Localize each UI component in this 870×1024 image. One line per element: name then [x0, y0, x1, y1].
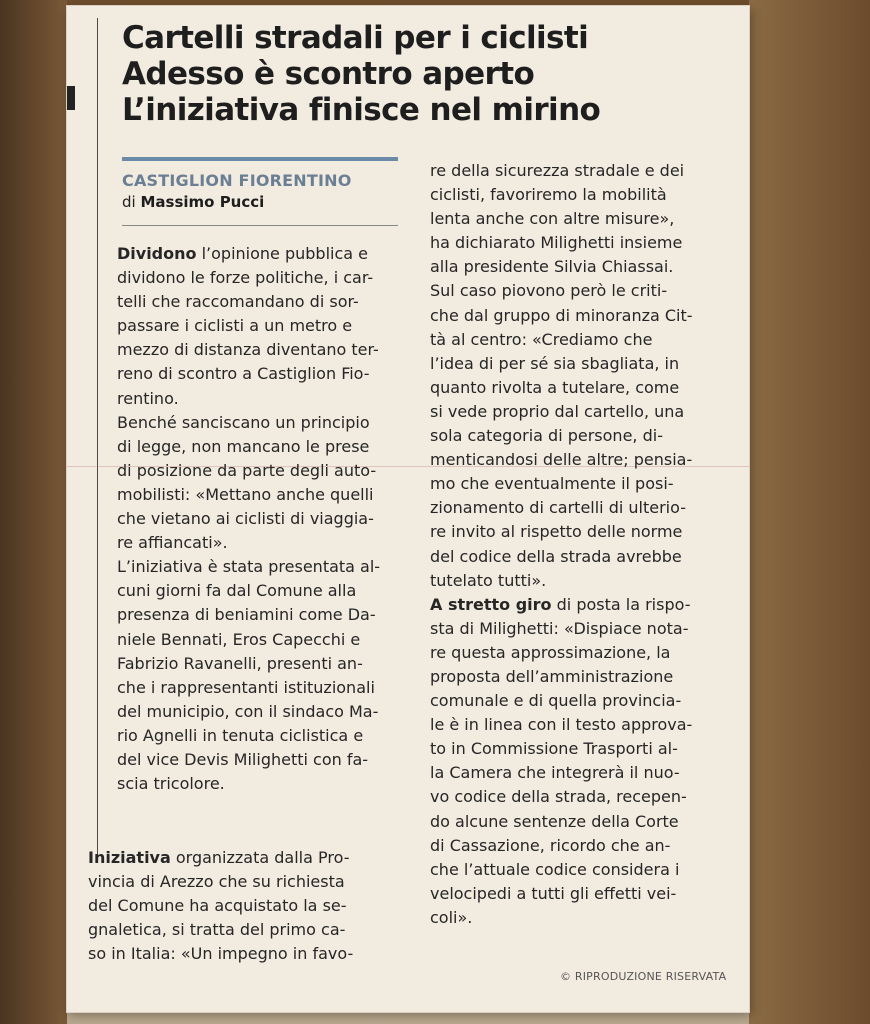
- text-line: [430, 641, 733, 665]
- headline: [122, 20, 742, 128]
- line-text: di Cassazione, ricordo che an-: [430, 835, 671, 855]
- line-text: sola categoria di persone, di-: [430, 426, 663, 446]
- text-line: [117, 435, 399, 459]
- text-line: [117, 700, 399, 724]
- text-line: [430, 472, 733, 496]
- text-line: [430, 737, 733, 761]
- line-text: del Comune ha acquistato la se-: [88, 896, 347, 916]
- line-text: di posizione da parte degli auto-: [117, 460, 377, 480]
- text-line: [430, 159, 733, 183]
- text-line: [430, 424, 733, 448]
- text-line: [430, 858, 733, 882]
- text-line: [430, 665, 733, 689]
- photo-background-right: [749, 0, 870, 1024]
- text-line: [430, 183, 733, 207]
- text-line: [430, 231, 733, 255]
- text-line: [430, 520, 733, 544]
- copyright-notice: © RIPRODUZIONE RISERVATA: [560, 970, 727, 983]
- paragraph-lead: A stretto giro: [430, 594, 552, 614]
- author-name: Massimo Pucci: [140, 193, 265, 211]
- line-text: re affiancati».: [117, 533, 228, 553]
- line-text: vincia di Arezzo che su richiesta: [88, 872, 345, 892]
- text-line: [88, 894, 399, 918]
- line-text: l’opinione pubblica e: [196, 244, 368, 263]
- text-line: [430, 834, 733, 858]
- line-text: le è in linea con il testo approva-: [430, 715, 693, 735]
- line-text: la Camera che integrerà il nuo-: [430, 763, 680, 783]
- text-line: [117, 628, 399, 652]
- line-text: dividono le forze politiche, i car-: [117, 268, 374, 288]
- line-text: Fabrizio Ravanelli, presenti an-: [117, 653, 363, 673]
- author-line: [122, 193, 412, 211]
- text-line: [430, 882, 733, 906]
- text-line: [117, 676, 399, 700]
- line-text: gnaletica, si tratta del primo ca-: [88, 920, 346, 940]
- line-text: comunale e di quella provincia-: [430, 691, 682, 711]
- text-line: [117, 387, 399, 411]
- text-line: [430, 376, 733, 400]
- line-text: si vede proprio dal cartello, una: [430, 401, 685, 421]
- line-text: mo che eventualmente il posi-: [430, 474, 674, 494]
- line-text: del codice della strada avrebbe: [430, 546, 682, 566]
- text-line: [430, 761, 733, 785]
- text-line: [117, 459, 399, 483]
- line-text: ha dichiarato Milighetti insieme: [430, 233, 683, 253]
- line-text: zionamento di cartelli di ulterio-: [430, 498, 686, 518]
- line-text: del vice Devis Milighetti con fa-: [117, 749, 369, 769]
- text-line: [430, 593, 733, 617]
- line-text: alla presidente Silvia Chiassai.: [430, 257, 674, 277]
- line-text: Benché sanciscano un principio: [117, 412, 370, 432]
- text-line: [430, 906, 733, 930]
- text-line: [117, 483, 399, 507]
- text-line: [430, 496, 733, 520]
- line-text: organizzata dalla Pro-: [170, 848, 350, 867]
- text-line: [117, 724, 399, 748]
- text-line: [117, 579, 399, 603]
- line-text: ciclisti, favoriremo la mobilità: [430, 185, 667, 205]
- text-line: [88, 846, 399, 870]
- text-line: [430, 448, 733, 472]
- line-text: del municipio, con il sindaco Ma-: [117, 701, 379, 721]
- text-line: [430, 569, 733, 593]
- text-line: [430, 617, 733, 641]
- line-text: che i rappresentanti istituzionali: [117, 677, 375, 697]
- text-line: [117, 411, 399, 435]
- article-column-2: [430, 159, 733, 930]
- line-text: proposta dell’amministrazione: [430, 666, 674, 686]
- line-text: niele Bennati, Eros Capecchi e: [117, 629, 361, 649]
- line-text: velocipedi a tutti gli effetti vei-: [430, 883, 677, 903]
- line-text: to in Commissione Trasporti al-: [430, 739, 678, 759]
- text-line: [88, 870, 399, 894]
- line-text: quanto rivolta a tutelare, come: [430, 377, 680, 397]
- line-text: tà al centro: «Crediamo che: [430, 329, 653, 349]
- article-column-1-continued: [88, 846, 399, 966]
- line-text: mezzo di distanza diventano ter-: [117, 340, 379, 360]
- text-line: [117, 772, 399, 796]
- line-text: lenta anche con altre misure»,: [430, 209, 675, 229]
- line-text: vo codice della strada, recepen-: [430, 787, 687, 807]
- byline-accent-bar: [122, 157, 398, 161]
- text-line: [117, 266, 399, 290]
- line-text: rio Agnelli in tenuta ciclistica e: [117, 725, 364, 745]
- text-line: [117, 531, 399, 555]
- line-text: presenza di beniamini come Da-: [117, 605, 376, 625]
- text-line: [430, 689, 733, 713]
- text-line: [430, 545, 733, 569]
- line-text: che vietano ai ciclisti di viaggia-: [117, 509, 374, 529]
- text-line: [430, 207, 733, 231]
- headline-line-1: Cartelli stradali per i ciclisti: [122, 20, 589, 56]
- text-line: [117, 555, 399, 579]
- line-text: tutelato tutti».: [430, 570, 547, 590]
- text-line: [117, 290, 399, 314]
- line-text: so in Italia: «Un impegno in favo-: [88, 944, 354, 964]
- photo-background-left: [0, 0, 67, 1024]
- text-line: [117, 242, 399, 266]
- line-text: mobilisti: «Mettano anche quelli: [117, 484, 374, 504]
- line-text: L’iniziativa è stata presentata al-: [117, 557, 381, 577]
- line-text: coli».: [430, 907, 473, 927]
- text-line: [430, 255, 733, 279]
- line-text: passare i ciclisti a un metro e: [117, 316, 353, 336]
- line-text: reno di scontro a Castiglion Fio-: [117, 364, 370, 384]
- line-text: re della sicurezza stradale e dei: [430, 161, 685, 180]
- line-text: re questa approssimazione, la: [430, 642, 671, 662]
- line-text: re invito al rispetto delle norme: [430, 522, 683, 542]
- dateline: CASTIGLION FIORENTINO: [122, 171, 352, 190]
- line-text: cuni giorni fa dal Comune alla: [117, 581, 357, 601]
- byline-divider: [122, 225, 398, 226]
- paragraph-lead: Iniziativa: [88, 848, 171, 867]
- text-line: [430, 352, 733, 376]
- text-line: [117, 652, 399, 676]
- line-text: che dal gruppo di minoranza Cit-: [430, 305, 693, 325]
- text-line: [88, 918, 399, 942]
- line-text: di legge, non mancano le prese: [117, 436, 370, 456]
- headline-line-2: Adesso è scontro aperto: [122, 56, 535, 92]
- line-text: sta di Milighetti: «Dispiace nota-: [430, 618, 689, 638]
- line-text: l’idea di per sé sia sbagliata, in: [430, 353, 680, 373]
- line-text: che l’attuale codice considera i: [430, 859, 680, 879]
- headline-line-3: L’iniziativa finisce nel mirino: [122, 92, 601, 128]
- text-line: [430, 328, 733, 352]
- text-line: [430, 400, 733, 424]
- text-line: [117, 362, 399, 386]
- line-text: menticandosi delle altre; pensia-: [430, 450, 693, 470]
- line-text: Sul caso piovono però le criti-: [430, 281, 668, 301]
- adjacent-article-edge: [67, 86, 75, 110]
- article-column-1: [117, 242, 399, 796]
- text-line: [117, 603, 399, 627]
- text-line: [117, 507, 399, 531]
- text-line: [117, 314, 399, 338]
- text-line: [88, 942, 399, 966]
- line-text: scia tricolore.: [117, 774, 225, 794]
- line-text: di posta la rispo-: [551, 594, 691, 614]
- line-text: do alcune sentenze della Corte: [430, 811, 679, 831]
- line-text: rentino.: [117, 388, 179, 408]
- text-line: [430, 785, 733, 809]
- paragraph-lead: Dividono: [117, 244, 197, 263]
- text-line: [430, 713, 733, 737]
- text-line: [430, 304, 733, 328]
- column-rule: [97, 18, 98, 858]
- text-line: [117, 338, 399, 362]
- text-line: [430, 810, 733, 834]
- line-text: telli che raccomandano di sor-: [117, 292, 359, 312]
- text-line: [430, 279, 733, 303]
- text-line: [117, 748, 399, 772]
- author-prefix: di: [122, 193, 136, 211]
